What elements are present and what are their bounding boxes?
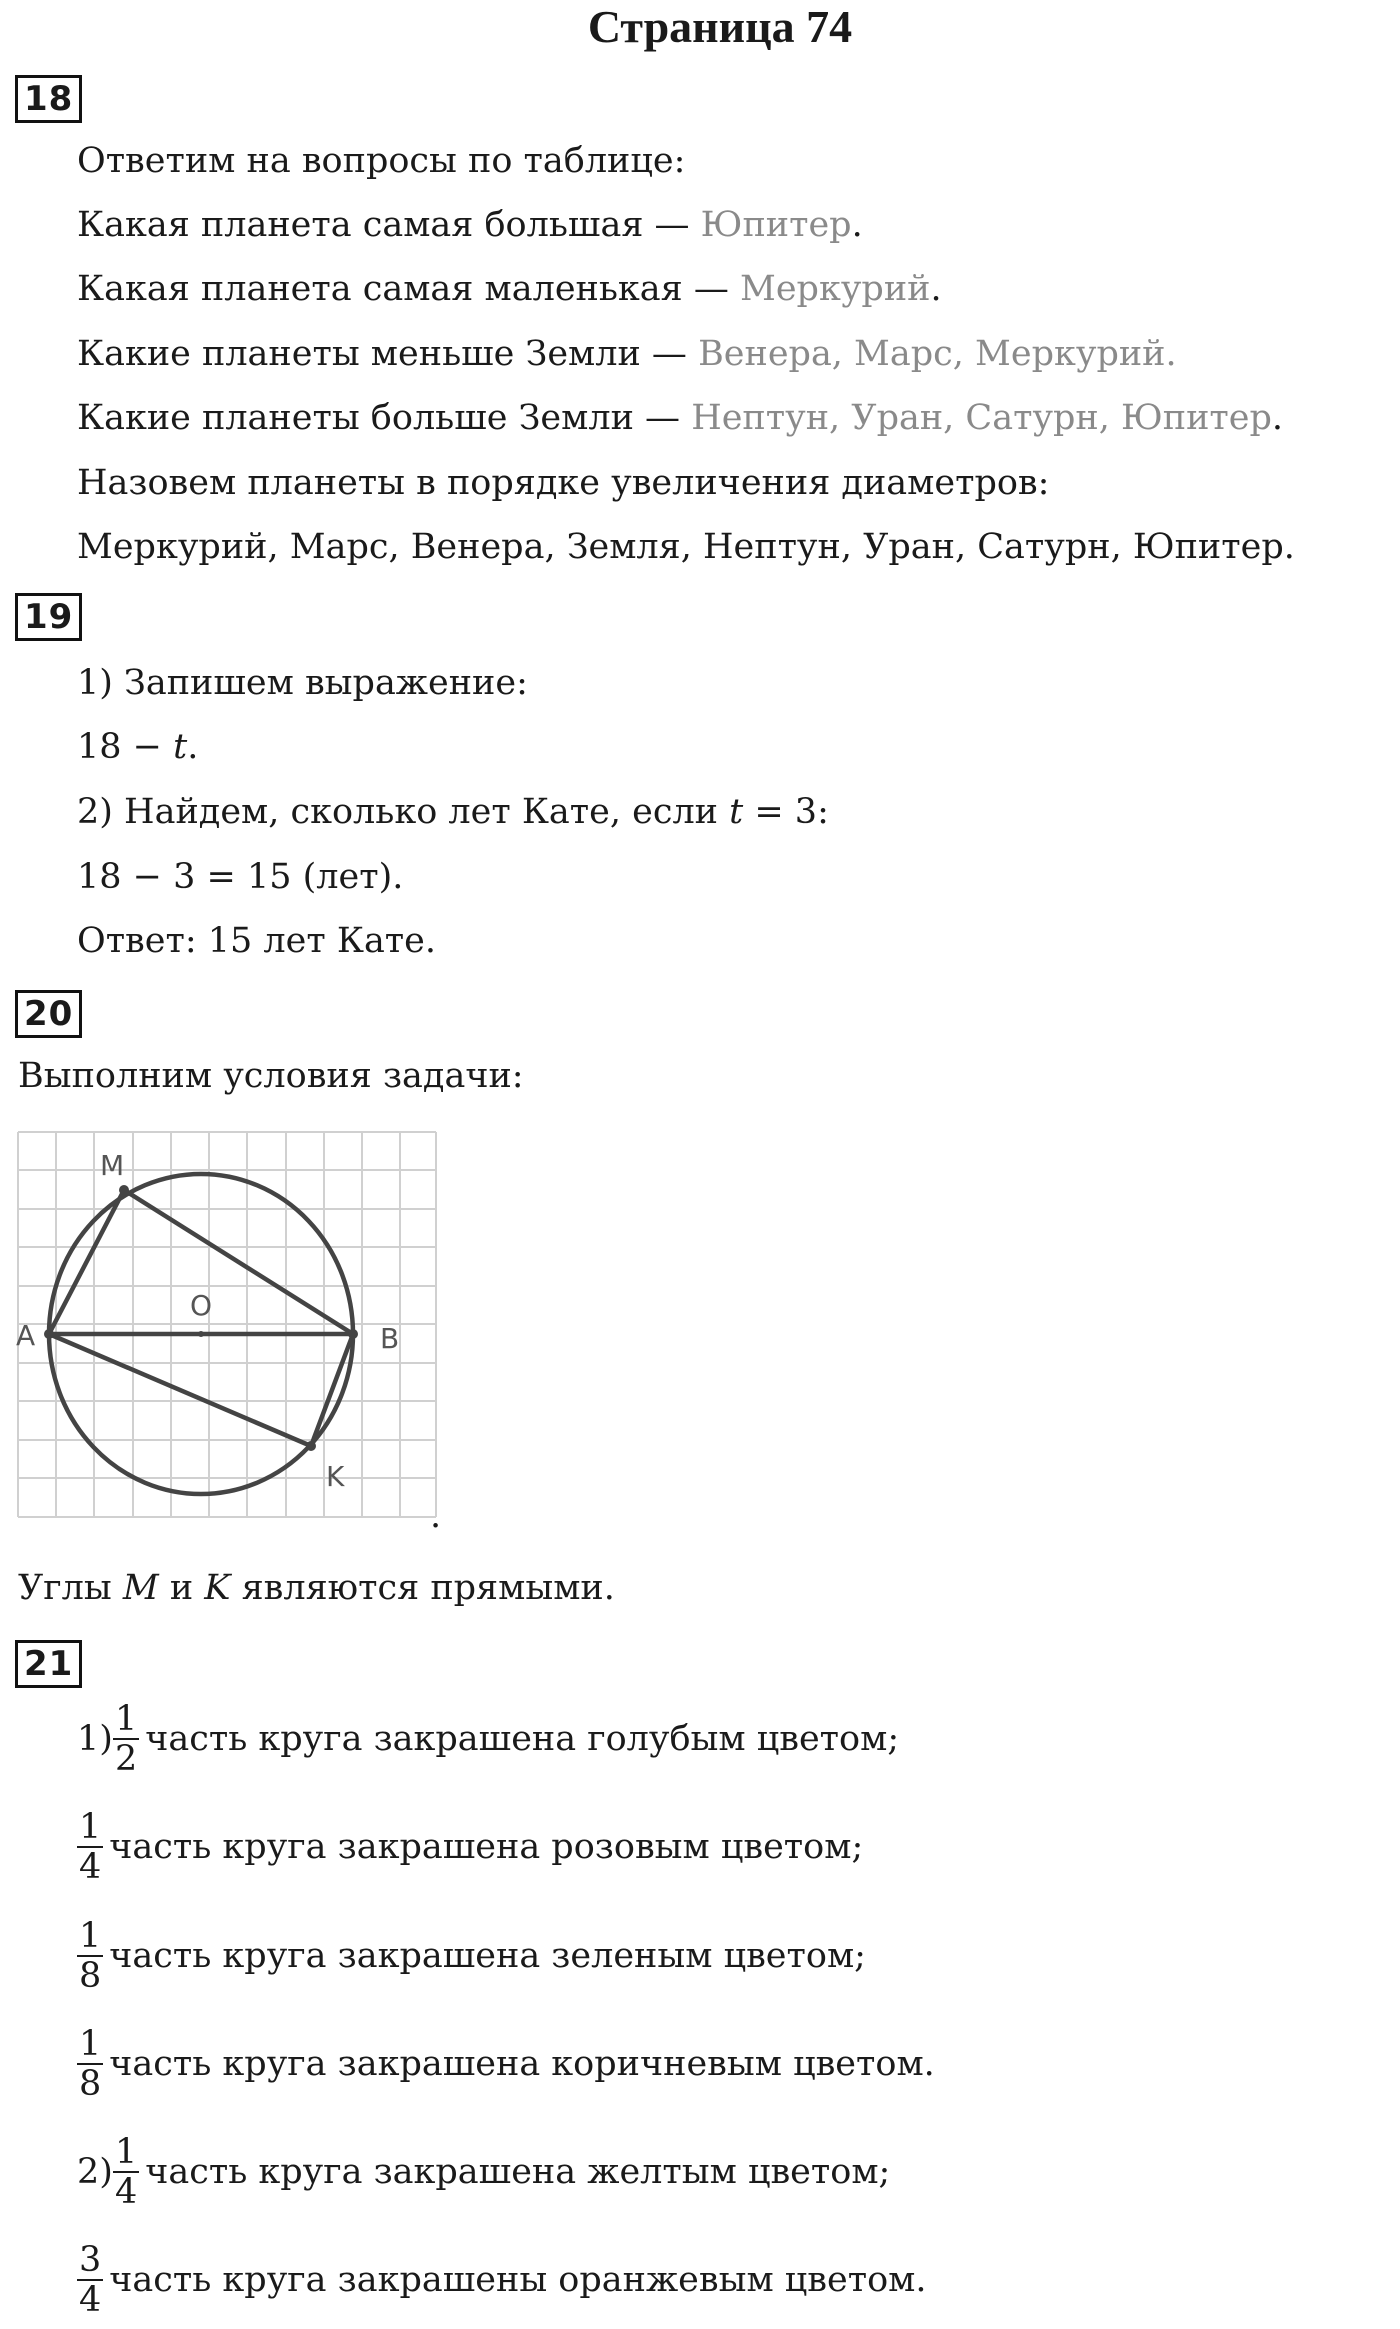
question-text: Какие планеты больше Земли — (77, 398, 692, 438)
numerator: 1 (114, 2132, 138, 2172)
fraction-text: часть круга закрашена розовым цветом; (109, 1827, 864, 1867)
angle-m: M (122, 1568, 159, 1608)
point-k (306, 1441, 316, 1451)
label-o: O (190, 1289, 213, 1322)
fraction-line (77, 1808, 863, 1886)
task-number-21: 21 (15, 1640, 82, 1688)
denominator: 2 (114, 1739, 138, 1779)
fraction-text: часть круга закрашена голубым цветом; (145, 1719, 900, 1759)
label-b: B (380, 1322, 400, 1355)
answer-text: Венера, Марс, Меркурий. (698, 334, 1177, 374)
task-number-19: 19 (15, 593, 82, 641)
numerator: 3 (79, 2240, 102, 2280)
denominator: 4 (79, 2280, 102, 2320)
chord-kb (311, 1334, 353, 1446)
page-title: Страница 74 (587, 1, 853, 52)
period-mark: . (430, 1496, 442, 1536)
answer-text: Меркурий (739, 269, 931, 309)
fraction (113, 1700, 139, 1778)
task18-question-1: Какая планета самая большая — Юпитер. (77, 205, 863, 245)
task20-intro: Выполним условия задачи: (18, 1056, 524, 1096)
task19-answer: Ответ: 15 лет Кате. (77, 921, 437, 961)
task-number-20: 20 (15, 990, 82, 1038)
question-text: Какая планета самая маленькая — (77, 269, 740, 309)
conclusion-text: и (158, 1568, 205, 1608)
fraction (113, 2133, 139, 2211)
expression-text: 18 − (77, 727, 174, 767)
denominator: 8 (79, 2064, 102, 2104)
fraction-line (77, 2133, 890, 2211)
angle-k: K (204, 1568, 231, 1608)
label-a: A (16, 1319, 36, 1352)
task-number-18: 18 (15, 75, 82, 123)
task18-question-2: Какая планета самая маленькая — Меркурий. (77, 269, 942, 309)
task19-step-2 (77, 791, 829, 833)
fraction-text: часть круга закрашена коричневым цветом. (109, 2044, 935, 2084)
point-o (198, 1331, 204, 1337)
fraction (77, 1808, 103, 1886)
task18-order-intro: Назовем планеты в порядке увеличения диаметров: (77, 463, 1050, 503)
answer-text: Юпитер (700, 205, 852, 245)
numerator: 1 (79, 2024, 102, 2064)
fraction-text: часть круга закрашена желтым цветом; (145, 2152, 891, 2192)
task19-calculation: 18 − 3 = 15 (лет). (77, 857, 404, 897)
task20-conclusion (18, 1567, 615, 1609)
conclusion-text-end: являются прямыми. (230, 1568, 615, 1608)
grid (18, 1132, 436, 1517)
question-text: Какие планеты меньше Земли — (77, 334, 699, 374)
fraction (77, 2241, 103, 2319)
task19-step-1: 1) Запишем выражение: (77, 663, 528, 703)
point-a (44, 1329, 54, 1339)
chord-am (49, 1190, 124, 1334)
fraction-line (77, 2025, 935, 2103)
answer-text: Нептун, Уран, Сатурн, Юпитер (691, 398, 1272, 438)
step-text: 2) Найдем, сколько лет Кате, если (77, 792, 730, 832)
fraction-text: часть круга закрашены оранжевым цветом. (109, 2260, 927, 2300)
numerator: 1 (114, 1699, 138, 1739)
chord-mb (124, 1190, 353, 1334)
fraction-prefix: 1) (77, 1719, 113, 1759)
variable-t: t (729, 792, 744, 832)
fraction-line (77, 1700, 899, 1778)
task18-order: Меркурий, Марс, Венера, Земля, Нептун, Уран, Сатурн, Юпитер. (77, 527, 1295, 567)
fraction-prefix: 2) (77, 2152, 113, 2192)
step-text-end: = 3: (743, 792, 829, 832)
fraction-line (77, 2241, 927, 2319)
variable-t: t (173, 727, 188, 767)
task19-expression: 18 − t. (77, 727, 199, 767)
geometry-figure (14, 1120, 454, 1540)
task18-question-3 (77, 333, 1177, 375)
question-text: Какая планета самая большая — (77, 205, 701, 245)
conclusion-text: Углы (18, 1568, 123, 1608)
denominator: 4 (114, 2172, 138, 2212)
numerator: 1 (79, 1807, 102, 1847)
numerator: 1 (79, 1916, 102, 1956)
label-k: K (326, 1460, 345, 1493)
denominator: 4 (79, 1847, 102, 1887)
task18-question-4: Какие планеты больше Земли — Нептун, Уран, Сатурн, Юпитер. (77, 398, 1284, 438)
label-m: M (100, 1149, 125, 1182)
task18-intro: Ответим на вопросы по таблице: (77, 141, 686, 181)
fraction-line (77, 1917, 866, 1995)
fraction (77, 1917, 103, 1995)
fraction-text: часть круга закрашена зеленым цветом; (109, 1936, 866, 1976)
fraction (77, 2025, 103, 2103)
chord-ak (49, 1334, 311, 1446)
point-b (348, 1329, 358, 1339)
point-m (119, 1185, 129, 1195)
denominator: 8 (79, 1956, 102, 1996)
